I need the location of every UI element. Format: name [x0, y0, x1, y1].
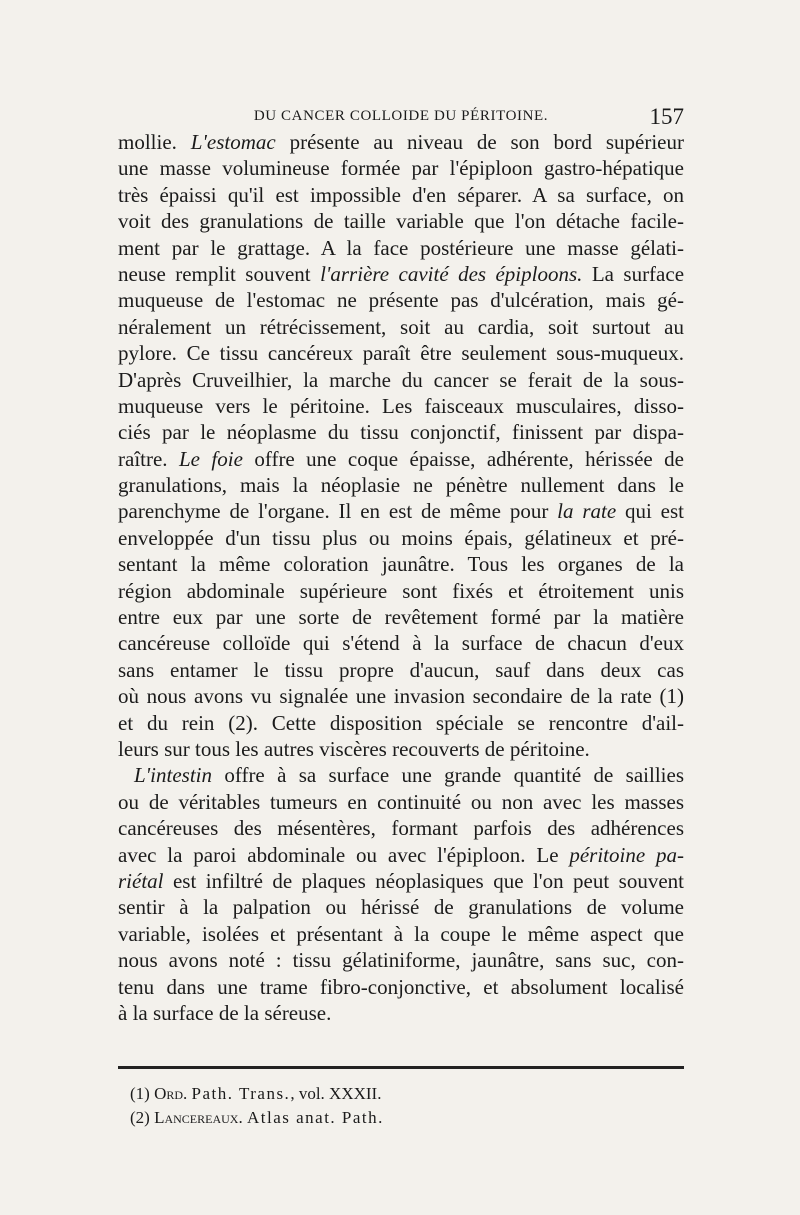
text-line: [118, 498, 684, 524]
text-line: [118, 868, 684, 894]
text-segment: pylore. Ce tissu cancéreux paraît être seulement sous-muqueux.: [118, 341, 684, 366]
text-segment: neuse remplit souvent: [118, 261, 321, 286]
text-segment: La surface: [582, 261, 685, 286]
text-line: [118, 129, 684, 155]
text-line: [118, 578, 684, 604]
text-segment: enveloppée d'un tissu plus ou moins épais, gélatineux et pré-: [118, 525, 684, 550]
page-number: 157: [649, 104, 684, 129]
text-segment: parenchyme de l'organe. Il en est de même pour: [118, 499, 558, 524]
text-line: [118, 314, 684, 340]
text-line: [118, 446, 684, 472]
footnote-num: (2): [130, 1108, 155, 1127]
italic-text: L'intestin: [134, 763, 213, 788]
text-line: [118, 155, 684, 181]
text-line: [118, 736, 684, 762]
italic-text: L'estomac: [190, 130, 276, 154]
text-line: [118, 1000, 684, 1026]
text-segment: sentir à la palpation ou hérissé de granulations de volume: [118, 895, 684, 920]
text-segment: ciés par le néoplasme du tissu conjonctif, finissent par dispa-: [118, 420, 684, 445]
text-segment: entre eux par une sorte de revêtement formé par la matière: [118, 605, 684, 630]
text-line: [118, 921, 684, 947]
text-segment: sentant la même coloration jaunâtre. Tous les organes de la: [118, 552, 684, 577]
text-line: [118, 472, 684, 498]
footnote-author: Lancereaux: [154, 1108, 239, 1127]
text-line: [118, 525, 684, 551]
text-line: [118, 340, 684, 366]
text-segment: néralement un rétrécissement, soit au cardia, soit surtout au: [118, 314, 684, 339]
footnote-author: Ord: [154, 1084, 184, 1103]
text-segment: variable, isolées et présentant à la coupe le même aspect que: [118, 921, 684, 946]
text-line: [118, 683, 684, 709]
text-line: [118, 551, 684, 577]
text-line: [118, 762, 684, 788]
footnote-rest: .: [238, 1108, 247, 1127]
text-segment: D'après Cruveilhier, la marche du cancer se ferait de la sous-: [118, 367, 684, 392]
text-segment: muqueuse vers le péritoine. Les faisceaux musculaires, disso-: [118, 393, 684, 418]
text-segment: avec la paroi abdominale ou avec l'épiploon. Le: [118, 842, 570, 867]
text-segment: très épaissi qu'il est impossible d'en séparer. A sa surface, on: [118, 182, 684, 207]
text-line: [118, 367, 684, 393]
text-segment: à la surface de la séreuse.: [118, 1000, 332, 1025]
body-text: [118, 129, 684, 1026]
running-title: DU CANCER COLLOIDE DU PÉRITOINE.: [253, 108, 549, 124]
text-segment: présente au niveau de son bord supérieur: [275, 130, 684, 154]
footnote-spaced: Atlas anat. Path.: [246, 1108, 384, 1127]
text-segment: sans entamer le tissu propre d'aucun, sauf dans deux cas: [118, 657, 684, 682]
text-line: [118, 974, 684, 1000]
text-segment: ment par le grattage. A la face postérieure une masse gélati-: [118, 235, 684, 260]
text-segment: est infiltré de plaques néoplasiques que l'on peut souvent: [163, 868, 684, 893]
footnote: [130, 1106, 630, 1130]
text-line: [118, 657, 684, 683]
footnote-rule: [118, 1066, 684, 1069]
footnote: [130, 1082, 630, 1106]
text-segment: granulations, mais la néoplasie ne pénètre nullement dans le: [118, 473, 684, 498]
text-line: [118, 815, 684, 841]
text-line: [118, 261, 684, 287]
text-line: [118, 894, 684, 920]
footnote-spaced: Path. Trans.: [191, 1084, 291, 1103]
text-line: [118, 419, 684, 445]
footnotes: [130, 1082, 630, 1130]
italic-text: Le foie: [178, 446, 243, 471]
italic-text: riétal: [118, 868, 164, 893]
text-segment: ou de véritables tumeurs en continuité ou non avec les masses: [118, 789, 684, 814]
text-segment: cancéreuse colloïde qui s'étend à la surface de chacun d'eux: [118, 631, 684, 656]
text-segment: voit des granulations de taille variable que l'on détache facile-: [118, 209, 684, 234]
italic-text: l'arrière cavité des épiploons.: [320, 261, 583, 286]
text-line: [118, 208, 684, 234]
text-line: [118, 182, 684, 208]
text-segment: nous avons noté : tissu gélatiniforme, jaunâtre, sans suc, con-: [118, 948, 684, 973]
text-line: [118, 842, 684, 868]
footnote-tail: , vol. XXXII.: [290, 1084, 382, 1103]
text-segment: région abdominale supérieure sont fixés et étroitement unis: [118, 578, 684, 603]
text-line: [118, 604, 684, 630]
text-line: [118, 287, 684, 313]
text-line: [118, 393, 684, 419]
italic-text: péritoine pa-: [569, 842, 685, 867]
text-segment: tenu dans une trame fibro-conjonctive, et absolument localisé: [118, 974, 684, 999]
text-segment: raître.: [118, 446, 179, 471]
italic-text: la rate: [557, 499, 617, 524]
footnote-num: (1): [130, 1084, 155, 1103]
text-line: [118, 710, 684, 736]
text-segment: mollie.: [118, 130, 191, 154]
text-line: [118, 235, 684, 261]
text-segment: offre à sa surface une grande quantité de saillies: [212, 763, 684, 788]
text-segment: leurs sur tous les autres viscères recouverts de péritoine.: [118, 736, 590, 761]
footnote-rest: .: [183, 1084, 192, 1103]
text-segment: où nous avons vu signalée une invasion secondaire de la rate (1): [118, 684, 684, 709]
text-segment: et du rein (2). Cette disposition spéciale se rencontre d'ail-: [118, 710, 684, 735]
text-segment: offre une coque épaisse, adhérente, hérissée de: [242, 446, 684, 471]
text-line: [118, 789, 684, 815]
text-segment: muqueuse de l'estomac ne présente pas d'ulcération, mais gé-: [118, 288, 684, 313]
text-segment: cancéreuses des mésentères, formant parfois des adhérences: [118, 816, 684, 841]
page-header: [118, 104, 684, 132]
text-segment: qui est: [616, 499, 684, 524]
text-line: [118, 630, 684, 656]
text-segment: une masse volumineuse formée par l'épiploon gastro-hépatique: [118, 156, 684, 181]
text-line: [118, 947, 684, 973]
